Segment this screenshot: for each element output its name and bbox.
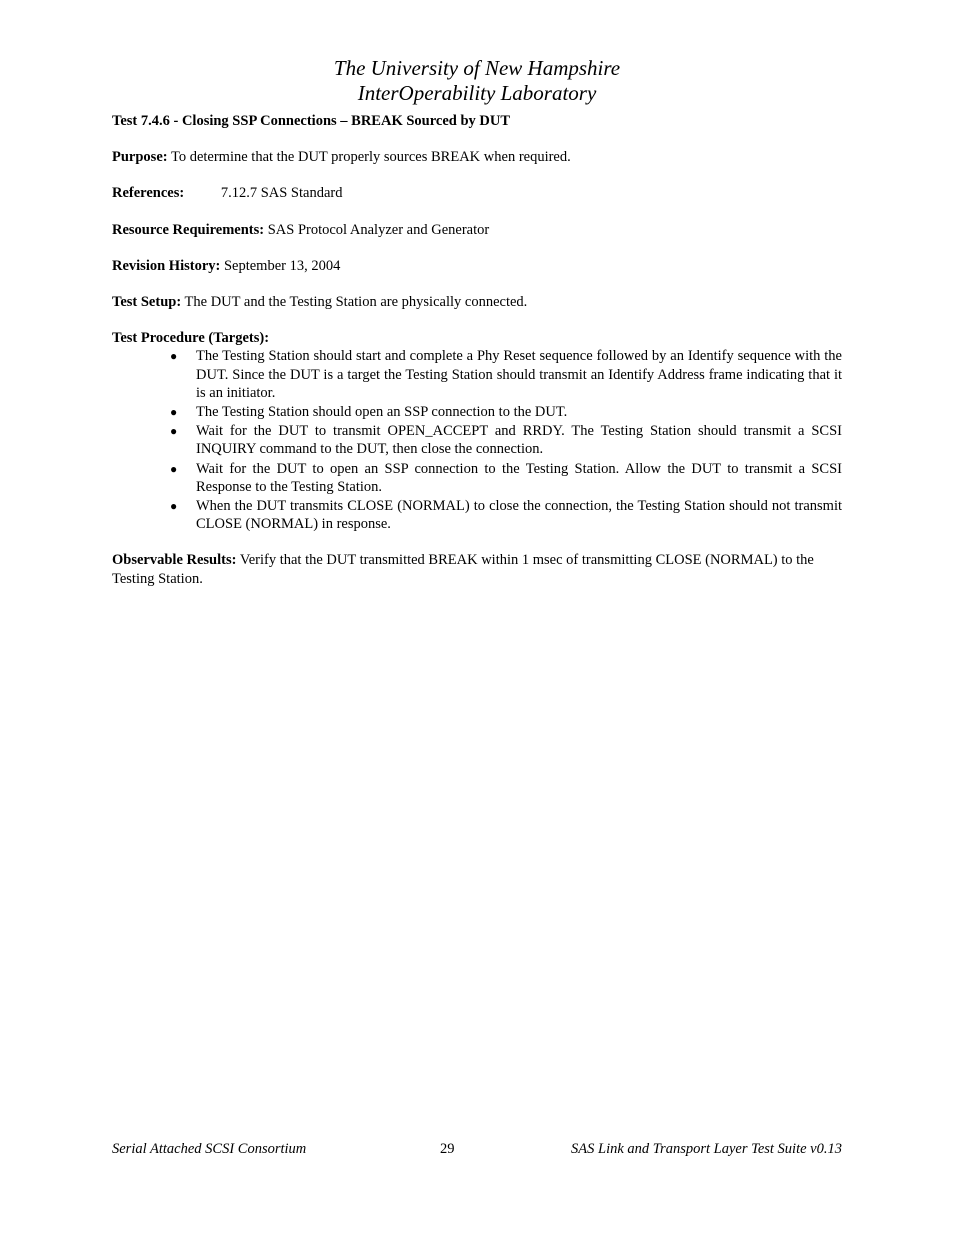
results-text: Verify that the DUT transmitted BREAK within 1 msec of transmitting CLOSE (NORMAL) to the Testing Station. [112,552,814,587]
procedure-step [112,497,842,533]
setup-section [112,293,842,311]
bullet-icon: ● [170,499,178,514]
references-text: 7.12.7 SAS Standard [220,185,343,202]
results-label: Observable Results: [112,552,237,569]
procedure-step-text: Wait for the DUT to open an SSP connection to the Testing Station. Allow the DUT to transmit a SCSI Response to the Testing Station. [196,460,842,495]
procedure-list [112,347,842,533]
procedure-step-text: The Testing Station should start and complete a Phy Reset sequence followed by an Identify sequence with the DUT. Since the DUT is a target the Testing Station should transmit an Identify Address frame indicating that it is an initiator. [196,348,842,401]
revision-text: September 13, 2004 [223,257,341,274]
procedure-step-text: The Testing Station should open an SSP connection to the DUT. [196,404,568,421]
bullet-icon: ● [170,405,178,420]
references-section [112,184,842,202]
procedure-step [112,422,842,458]
purpose-label: Purpose: [112,149,168,166]
purpose-section [112,148,842,166]
procedure-step-text: When the DUT transmits CLOSE (NORMAL) to close the connection, the Testing Station should not transmit CLOSE (NORMAL) in response. [196,498,842,533]
header-laboratory: InterOperability Laboratory [357,81,597,105]
setup-label: Test Setup: [112,294,182,311]
procedure-step-text: Wait for the DUT to transmit OPEN_ACCEPT and RRDY. The Testing Station should transmit a SCSI INQUIRY command to the DUT, then close the connection. [196,423,842,458]
bullet-icon: ● [170,461,178,476]
resources-text: SAS Protocol Analyzer and Generator [267,221,490,238]
resources-label: Resource Requirements: [112,221,265,238]
footer-consortium: Serial Attached SCSI Consortium [112,1141,307,1157]
page-header [0,56,954,106]
bullet-icon: ● [170,424,178,439]
page-number: 29 [440,1141,455,1157]
header-institution: The University of New Hampshire [333,56,621,80]
procedure-step [112,347,842,402]
page-footer [112,1140,842,1160]
purpose-text: To determine that the DUT properly sources BREAK when required. [170,149,571,166]
procedure-step [112,460,842,496]
references-label: References: [112,185,185,202]
resources-section [112,221,842,239]
revision-section [112,257,842,275]
procedure-heading: Test Procedure (Targets): [112,330,270,347]
results-section [112,551,842,587]
document-body [112,112,842,606]
setup-text: The DUT and the Testing Station are physically connected. [184,294,528,311]
footer-document-title: SAS Link and Transport Layer Test Suite v0.13 [571,1141,842,1157]
procedure-step [112,403,842,421]
revision-label: Revision History: [112,257,221,274]
test-title: Test 7.4.6 - Closing SSP Connections – BREAK Sourced by DUT [112,113,511,129]
bullet-icon: ● [170,349,178,364]
